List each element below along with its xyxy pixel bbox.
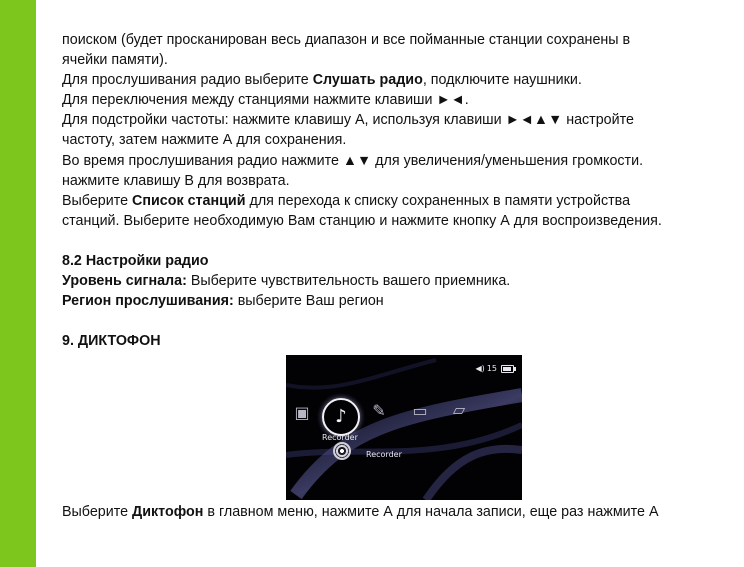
selected-item-label: Recorder (322, 433, 358, 442)
battery-icon (501, 365, 514, 373)
paragraph-line: ячейки памяти). (62, 52, 168, 69)
paragraph-line: частоту, затем нажмите А для сохранения. (62, 132, 347, 149)
paragraph-line: Регион прослушивания: выберите Ваш регион (62, 293, 384, 310)
paragraph-line: Уровень сигнала: Выберите чувствительность вашего приемника. (62, 273, 511, 290)
paragraph-line: Во время прослушивания радио нажмите ▲▼ для увеличения/уменьшения громкости. (62, 152, 644, 169)
sub-item-label[interactable]: Recorder (366, 450, 402, 459)
paragraph-line: Для подстройки частоты: нажмите клавишу А, используя клавиши ►◄▲▼ настройте (62, 112, 634, 129)
speaker-icon: ◀) (475, 364, 485, 373)
bold-term: Уровень сигнала: (62, 273, 187, 290)
section-heading-9: 9. ДИКТОФОН (62, 333, 161, 350)
document-body (62, 30, 744, 352)
paragraph-line: Для переключения между станциями нажмите клавиши ►◄. (62, 92, 469, 109)
paragraph-line: станций. Выберите необходимую Вам станцию и нажмите кнопку А для воспроизведения. (62, 212, 662, 229)
volume-value: 15 (486, 364, 497, 373)
device-screenshot (286, 355, 522, 500)
ebook-icon[interactable]: ▱ (452, 400, 466, 419)
photo-icon[interactable]: ▭ (412, 401, 428, 420)
bold-term: Регион прослушивания: (62, 293, 234, 310)
bold-term: Слушать радио (312, 72, 423, 89)
bold-term: Список станций (132, 192, 246, 209)
radio-icon[interactable]: ▣ (294, 403, 310, 422)
paragraph-line: Выберите Диктофон в главном меню, нажмите А для начала записи, еще раз нажмите А (62, 504, 659, 520)
status-bar (476, 364, 514, 374)
microphone-icon[interactable]: ♪ (335, 406, 347, 427)
settings-icon[interactable]: ✎ (372, 401, 386, 420)
paragraph-line: Выберите Список станций для перехода к списку сохраненных в памяти устройства (62, 192, 631, 209)
section-heading-8-2: 8.2 Настройки радио (62, 253, 209, 270)
paragraph-line: нажмите клавишу В для возврата. (62, 172, 290, 189)
recorder-disc-icon[interactable] (333, 442, 351, 460)
paragraph-line: Для прослушивания радио выберите Слушать радио, подключите наушники. (62, 72, 582, 89)
bold-term: Диктофон (132, 504, 204, 520)
green-side-bar (0, 0, 36, 567)
paragraph-line: поиском (будет просканирован весь диапазон и все пойманные станции сохранены в (62, 32, 631, 48)
